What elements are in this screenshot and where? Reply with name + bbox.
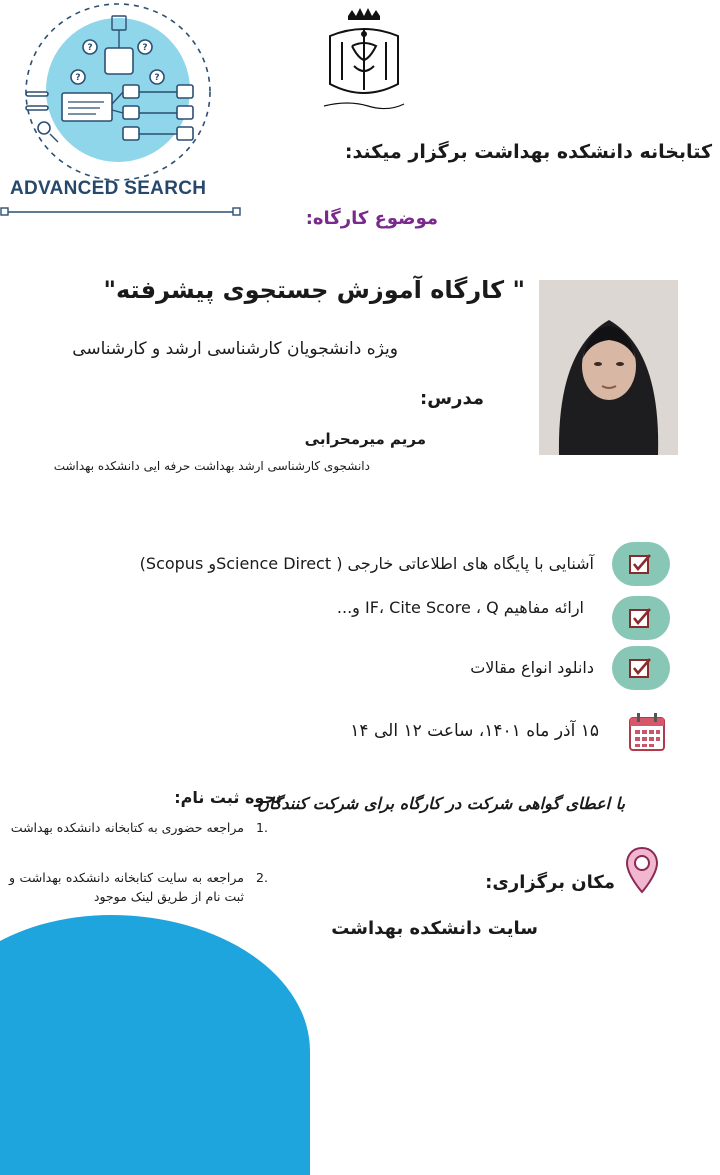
teacher-label: مدرس: [420,388,484,409]
checkbox-icon [612,596,670,640]
svg-text:?: ? [87,43,93,53]
checkbox-icon [612,542,670,586]
svg-text:?: ? [75,73,81,83]
workshop-subtitle: ویژه دانشجویان کارشناسی ارشد و کارشناسی [72,339,398,359]
registration-number: 2. [256,870,268,885]
topic-label: موضوع کارگاه: [305,208,438,229]
svg-text:?: ? [154,73,160,83]
logo-underline [0,206,242,218]
topic-item: دانلود انواع مقالات [470,658,594,677]
advanced-search-logo-text: ADVANCED SEARCH [10,178,207,199]
location-place: سایت دانشکده بهداشت [331,918,538,939]
date-line: ۱۵ آذر ماه ۱۴۰۱، ساعت ۱۲ الی ۱۴ [350,721,599,741]
instructor-photo [539,280,678,455]
registration-number: 1. [256,820,268,835]
topic-item: آشنایی با پایگاه های اطلاعاتی خارجی ( Science Directو Scopus) [139,554,594,573]
organizer-line: کتابخانه دانشکده بهداشت برگزار میکند: [344,141,712,163]
decorative-blue-shape [0,915,310,1175]
registration-text: مراجعه حضوری به کتابخانه دانشکده بهداشت [10,820,244,835]
registration-text: مراجعه به سایت کتابخانه دانشکده بهداشت و ثبت نام از طریق لینک موجود [9,870,244,904]
calendar-icon [628,712,666,752]
checkbox-icon [612,646,670,690]
location-pin-icon [624,846,660,894]
teacher-name: مریم میرمحرابی [304,430,426,448]
workshop-title: " کارگاه آموزش جستجوی پیشرفته" [103,276,525,304]
registration-label: نحوه ثبت نام: [174,788,282,807]
svg-text:?: ? [142,43,148,53]
teacher-description: دانشجوی کارشناسی ارشد بهداشت حرفه ایی دانشکده بهداشت [53,459,370,473]
registration-item [9,818,284,837]
university-emblem [318,6,410,118]
topic-item: ارائه مفاهیم IF، Cite Score ، Q و... [336,598,584,617]
location-label: مکان برگزاری: [485,872,615,893]
certificate-note: با اعطای گواهی شرکت در کارگاه برای شرکت کنندگان [257,794,625,813]
registration-item [9,868,284,906]
